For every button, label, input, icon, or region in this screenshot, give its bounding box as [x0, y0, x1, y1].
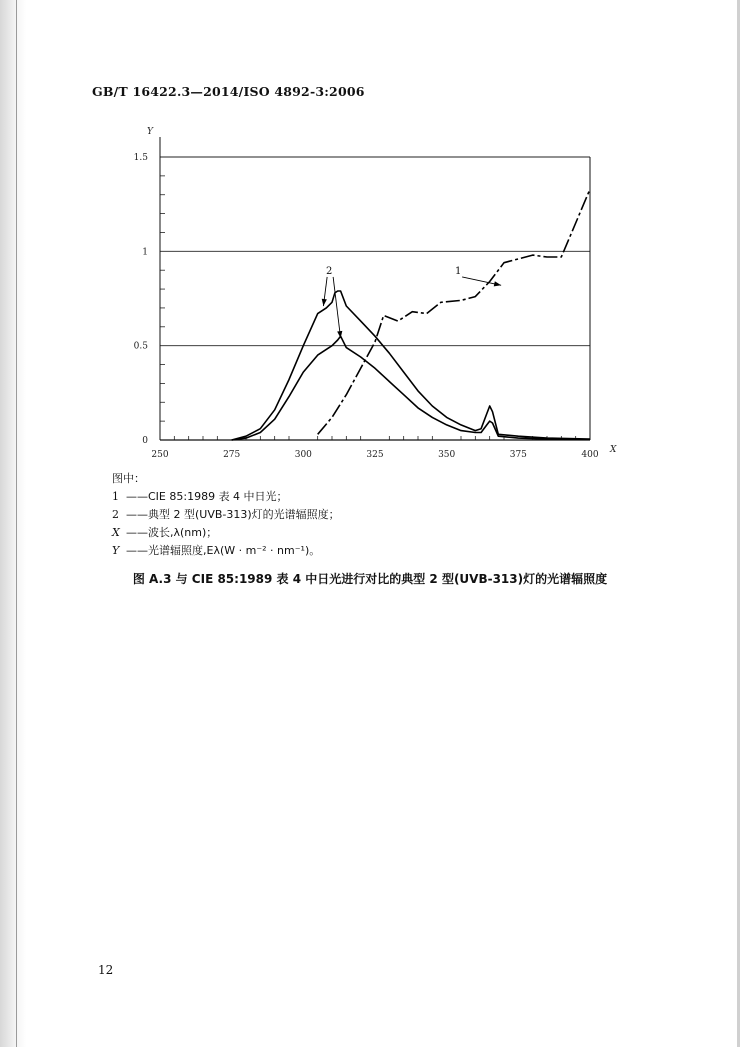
- chart-annotations: [322, 266, 501, 338]
- chart-grid: [160, 157, 590, 346]
- legend-key-y: Y: [112, 544, 120, 557]
- x-tick-label: 375: [509, 450, 527, 460]
- figure-caption: 图 A.3 与 CIE 85:1989 表 4 中日光进行对比的典型 2 型(UVB-313)灯的光谱辐照度: [132, 572, 608, 586]
- standard-number-header: GB/T 16422.3—2014/ISO 4892-3:2006: [92, 84, 365, 99]
- legend-item-2: [112, 506, 340, 524]
- series-line-1: [318, 189, 590, 434]
- y-tick-label: 0: [142, 436, 148, 446]
- y-tick-label: 1: [142, 247, 148, 258]
- annotation-leader: [333, 277, 340, 338]
- x-tick-label: 400: [581, 450, 599, 460]
- x-tick-label: 350: [438, 450, 456, 460]
- page-number: 12: [98, 963, 114, 977]
- y-tick-labels: [134, 153, 149, 446]
- legend-item-1: [112, 488, 340, 506]
- annotation-arrowhead: [494, 281, 501, 286]
- legend-item-y: [112, 542, 340, 560]
- y-tick-label: 1.5: [133, 153, 148, 163]
- annotation-label-2: 2: [325, 265, 333, 277]
- legend-key-1: 1: [112, 490, 119, 503]
- legend-heading: 图中：: [112, 472, 145, 485]
- legend-text-x: ——波长,λ(nm)；: [126, 526, 218, 539]
- legend-key-2: 2: [112, 508, 119, 521]
- x-tick-label: 250: [151, 450, 169, 460]
- chart-minor-ticks: [160, 157, 590, 440]
- x-tick-label: 275: [223, 450, 241, 460]
- x-tick-label: 300: [294, 450, 312, 460]
- legend-item-x: [112, 524, 340, 542]
- x-tick-label: 325: [366, 450, 384, 460]
- legend-text-y: ——光谱辐照度,Eλ(W · m⁻² · nm⁻¹)。: [126, 544, 321, 557]
- y-axis-label: Y: [147, 127, 153, 137]
- annotation-label-1: 1: [454, 265, 462, 277]
- chart-series: [232, 189, 590, 440]
- legend-text-2: ——典型 2 型(UVB-313)灯的光谱辐照度；: [126, 508, 340, 521]
- legend-key-x: X: [112, 526, 120, 539]
- x-tick-labels: [151, 450, 598, 460]
- x-axis-label: X: [610, 445, 617, 455]
- y-tick-label: 0.5: [133, 341, 148, 352]
- annotation-arrowhead: [322, 299, 327, 306]
- spectral-irradiance-chart: [0, 0, 740, 470]
- figure-legend: [112, 470, 340, 560]
- legend-text-1: ——CIE 85:1989 表 4 中日光；: [126, 490, 288, 503]
